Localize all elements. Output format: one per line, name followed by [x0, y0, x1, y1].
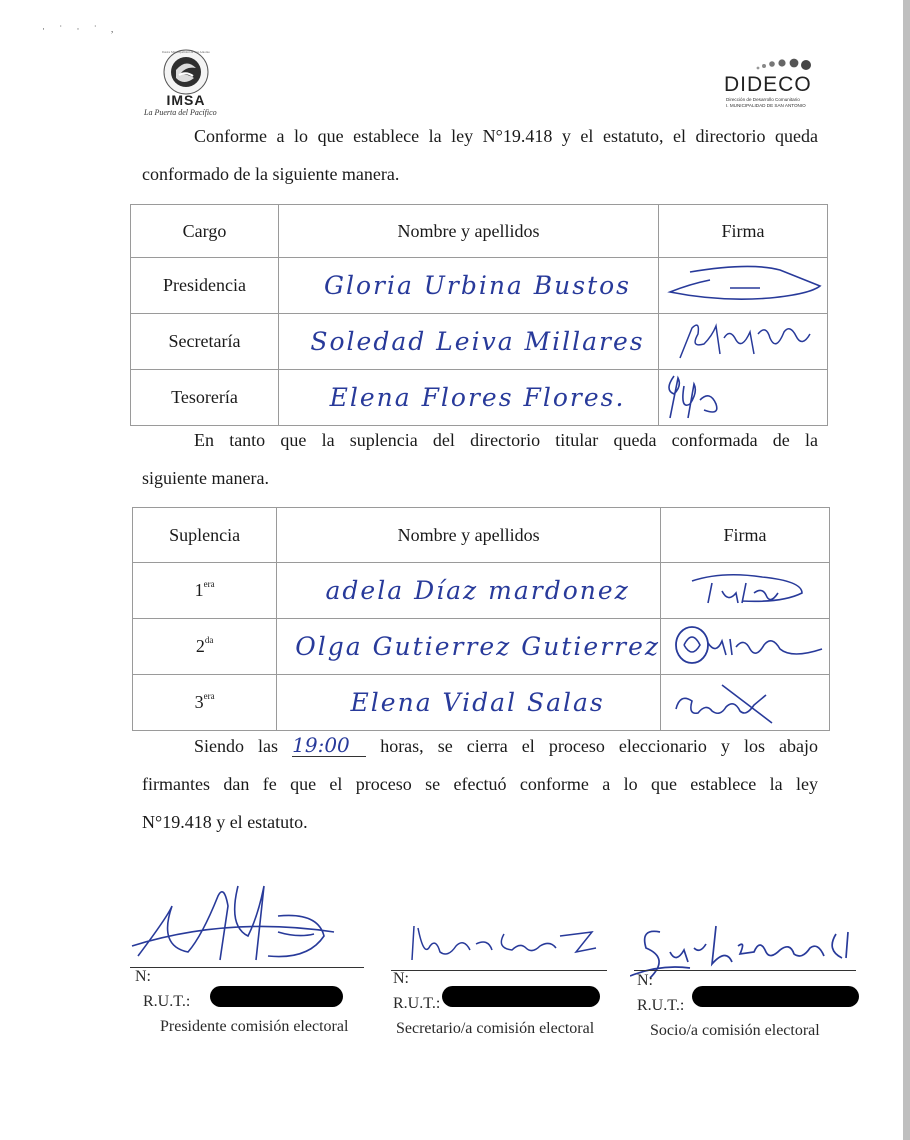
signature-icon — [662, 619, 828, 669]
table-row — [131, 314, 828, 370]
role-label: Secretario/a comisión electoral — [396, 1020, 595, 1037]
signature-icon — [660, 258, 826, 308]
signature-line — [130, 967, 364, 968]
signature-icon — [662, 563, 828, 613]
cargo-cell: Secretaría — [131, 314, 279, 370]
dideco-sub-line1: Dirección de Desarrollo Comunitario — [726, 97, 800, 102]
time-hour: 19 — [292, 733, 318, 757]
handwritten-name: Soledad Leiva Millares — [279, 314, 659, 370]
secretary-signature-icon — [400, 918, 605, 968]
header-nombre: Nombre y apellidos — [277, 508, 661, 563]
scan-specks: · ˙ · ˙ , — [42, 24, 120, 34]
intro-paragraph — [142, 117, 818, 193]
dideco-dots-icon — [752, 56, 812, 74]
ordinal-cell — [133, 675, 277, 731]
n-label: N: — [393, 970, 409, 987]
closing-line-3: N°19.418 y el estatuto. — [142, 812, 308, 832]
handwritten-name: adela Díaz mardonez — [277, 563, 661, 619]
signature-cell — [661, 675, 830, 731]
suplencia-line-1: En tanto que la suplencia del directorio titular queda conformada de la — [194, 430, 818, 450]
rut-label: R.U.T.: — [393, 995, 441, 1012]
dideco-subtitle — [726, 97, 806, 108]
dideco-logo — [722, 56, 820, 116]
role-label: Presidente comisión electoral — [160, 1018, 349, 1035]
imsa-motto: La Puerta del Pacífico — [144, 108, 217, 117]
handwritten-name: Elena Vidal Salas — [277, 675, 661, 731]
header-suplencia: Suplencia — [133, 508, 277, 563]
handwritten-name: Elena Flores Flores. — [279, 370, 659, 426]
header-cargo: Cargo — [131, 205, 279, 258]
suplencia-table — [132, 507, 830, 731]
table-header-row — [131, 205, 828, 258]
closing-pre-time: Siendo las — [194, 736, 279, 756]
table-row — [133, 563, 830, 619]
rut-label: R.U.T.: — [637, 997, 685, 1014]
ordinal-number: 1 — [194, 580, 204, 600]
ordinal-cell — [133, 563, 277, 619]
suplencia-line-2: siguiente manera. — [142, 468, 269, 488]
signature-cell — [661, 619, 830, 675]
ordinal-number: 3 — [194, 692, 204, 712]
signature-cell — [659, 314, 828, 370]
signature-icon — [660, 370, 826, 420]
n-label: N: — [637, 972, 653, 989]
socio-signature-icon — [630, 918, 870, 990]
imsa-abbr: IMSA — [166, 92, 206, 108]
ordinal-suffix: da — [204, 635, 214, 645]
redaction-bar — [692, 986, 859, 1007]
ordinal-number: 2 — [195, 636, 205, 656]
handwritten-name: Olga Gutierrez Gutierrez — [277, 619, 661, 675]
directorio-table — [130, 204, 828, 426]
cargo-cell: Tesorería — [131, 370, 279, 426]
handwritten-name: Gloria Urbina Bustos — [279, 258, 659, 314]
imsa-emblem-icon — [162, 48, 210, 96]
president-signature-icon — [128, 876, 338, 972]
dideco-brand: DIDECO — [724, 73, 812, 96]
signature-cell — [661, 563, 830, 619]
role-label: Socio/a comisión electoral — [650, 1022, 820, 1039]
intro-line-2: conformado de la siguiente manera. — [142, 164, 400, 184]
closing-post-time: horas, se cierra el proceso eleccionario y los abajo — [380, 736, 819, 756]
closing-line-2: firmantes dan fe que el proceso se efectuó conforme a lo que establece la ley — [142, 774, 818, 794]
header-nombre: Nombre y apellidos — [279, 205, 659, 258]
rut-label: R.U.T.: — [143, 993, 191, 1010]
ordinal-suffix: era — [203, 579, 215, 589]
signature-line — [634, 970, 856, 971]
time-field — [292, 734, 366, 757]
signature-icon — [660, 314, 826, 364]
imsa-logo — [140, 44, 235, 120]
closing-paragraph — [142, 727, 818, 841]
header-firma: Firma — [659, 205, 828, 258]
intro-line-1: Conforme a lo que establece la ley N°19.418 y el estatuto, el directorio queda — [194, 126, 818, 146]
n-label: N: — [135, 968, 151, 985]
ordinal-cell — [133, 619, 277, 675]
signature-icon — [662, 675, 828, 725]
suplencia-paragraph — [142, 421, 818, 497]
signature-cell — [659, 258, 828, 314]
time-separator: : — [317, 733, 325, 757]
dideco-sub-line2: I. MUNICIPALIDAD DE SAN ANTONIO — [726, 102, 806, 108]
signature-cell — [659, 370, 828, 426]
cargo-cell: Presidencia — [131, 258, 279, 314]
table-row — [133, 675, 830, 731]
header-firma: Firma — [661, 508, 830, 563]
svg-text:Ilustre Municipalidad de San A: Ilustre Municipalidad de San Antonio — [162, 50, 210, 54]
time-minutes: 00 — [324, 733, 350, 757]
page-edge-shadow — [903, 0, 910, 1140]
table-row — [131, 370, 828, 426]
closing-line-1 — [142, 727, 818, 765]
table-header-row — [133, 508, 830, 563]
redaction-bar — [210, 986, 343, 1007]
table-row — [131, 258, 828, 314]
ordinal-suffix: era — [203, 691, 215, 701]
signature-line — [391, 970, 607, 971]
redaction-bar — [442, 986, 600, 1007]
table-row — [133, 619, 830, 675]
